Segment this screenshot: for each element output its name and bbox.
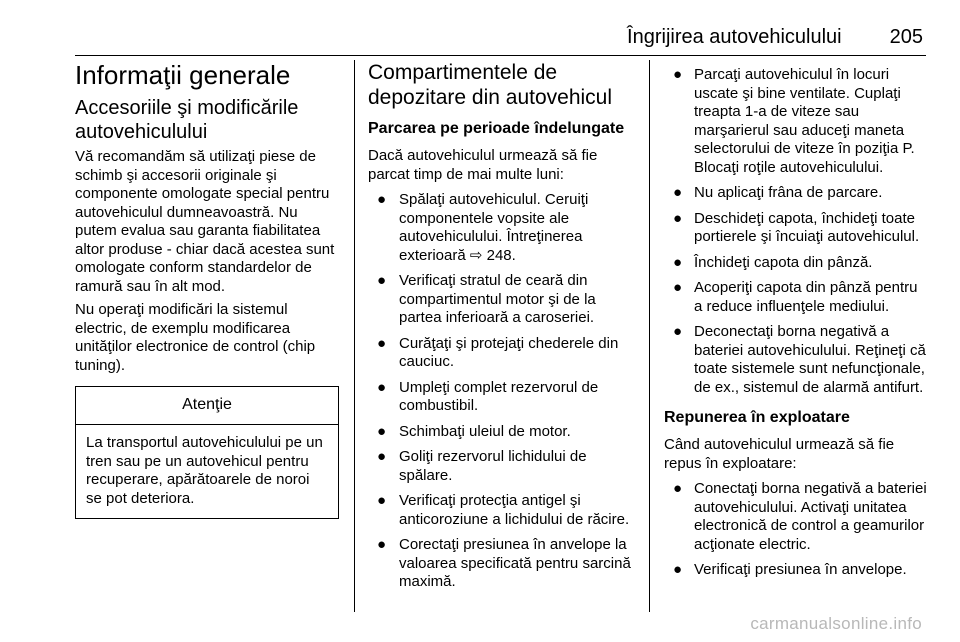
list-item: ● Goliţi rezervorul lichidului de spălare. [377,448,587,484]
list-item: ● Deconectaţi borna negativă a bateriei autovehiculului. Reţineţi că toate sistemele sunt nefuncţionale, de ex., sistemul de alarmă antifurt. [673,323,926,396]
list-item: ● Verificaţi stratul de ceară din compartimentul motor şi de la partea inferioară a caroseriei. [377,272,596,326]
list-item: ● Verificaţi protecţia antigel şi anticoroziune a lichidului de răcire. [377,492,630,528]
bullet-icon: ● [673,480,683,497]
list-item: ● Conectaţi borna negativă a bateriei autovehiculului. Activaţi unitatea electronică de control a geamurilor acţionate electric. [673,480,927,553]
storage-title: Compartimentele de depozitare din autovehicul [368,61,613,109]
header-divider [75,55,926,56]
list-item: ● Curăţaţi şi protejaţi chederele din cauciuc. [377,334,619,370]
column-divider-2 [649,60,650,612]
list-item: ● Parcaţi autovehiculul în locuri uscate şi bine ventilate. Cuplaţi treapta 1-a de viteze sau marşarierul sau aduceţi maneta selectorului de viteze în poziţia P. Blocaţi roţile autovehiculului. [673,66,915,176]
storage-list [368,191,634,592]
bullet-icon: ● [673,66,683,83]
warning-title: Atenţie [76,387,338,425]
list-item: ● Nu aplicaţi frâna de parcare. [673,184,883,201]
page-header [627,26,923,49]
list-item: ● Corectaţi presiunea în anvelope la valoarea specificată pentru sarcină maximă. [377,536,631,590]
bullet-icon: ● [673,209,683,227]
warning-text: La transportul autovehiculului pe un tren sau pe un autovehicul pentru recuperare, apărătoarele de noroi se pot deteriora. [86,434,323,507]
recommission-list [664,480,928,580]
warning-box [75,386,339,519]
header-title: Îngrijirea autovehiculului [627,26,842,48]
recommission-title: Repunerea în exploatare [664,409,850,426]
bullet-icon: ● [673,253,683,271]
section-title: Informaţii generale [75,60,291,90]
column-2 [368,60,634,599]
list-item: ● Spălaţi autovehiculul. Ceruiţi componentele vopsite ale autovehiculului. Întreţinerea exterioară ⇨ 248. [377,191,589,264]
paragraph-accessories: Vă recomandăm să utilizaţi piese de schimb şi accesorii originale şi componente omologate special pentru autovehiculul dumneavoastră. Nu putem evalua sau garanta fiabilitatea altor produse - chiar dacă acestea sunt omologate conform standardelor de ramură sau în alt mod. [75,148,335,295]
bullet-icon: ● [377,492,387,509]
page-number: 205 [889,26,923,48]
list-item: ● Deschideţi capota, închideţi toate portierele şi încuiaţi autovehiculul. [673,209,920,245]
parking-list-continued [664,66,928,397]
bullet-icon: ● [673,279,683,296]
paragraph-modifications: Nu operaţi modificări la sistemul electric, de exemplu modificarea unităţilor electronice de control (chip tuning). [75,301,316,374]
storage-intro: Dacă autovehiculul urmează să fie parcat timp de mai multe luni: [368,147,598,183]
bullet-icon: ● [377,334,387,352]
bullet-icon: ● [377,536,387,553]
bullet-icon: ● [673,184,683,201]
column-divider-1 [354,60,355,612]
recommission-intro: Când autovehiculul urmează să fie repus în exploatare: [664,436,895,472]
watermark: carmanualsonline.info [750,614,922,633]
list-item: ● Schimbaţi uleiul de motor. [377,422,571,440]
bullet-icon: ● [673,323,683,340]
storage-subtitle: Parcarea pe perioade îndelungate [368,120,625,137]
column-1 [75,60,341,519]
bullet-icon: ● [673,561,683,578]
list-item: ● Verificaţi presiunea în anvelope. [673,561,907,578]
list-item: ● Acoperiţi capota din pânză pentru a reduce influenţele mediului. [673,279,918,315]
list-item: ● Umpleţi complet rezervorul de combustibil. [377,378,599,414]
section-subtitle: Accesoriile şi modificările autovehiculului [75,97,299,143]
column-3 [664,60,928,587]
bullet-icon: ● [377,378,387,396]
bullet-icon: ● [377,272,387,289]
list-item: ● Închideţi capota din pânză. [673,253,873,271]
bullet-icon: ● [377,448,387,465]
bullet-icon: ● [377,191,387,208]
bullet-icon: ● [377,422,387,440]
